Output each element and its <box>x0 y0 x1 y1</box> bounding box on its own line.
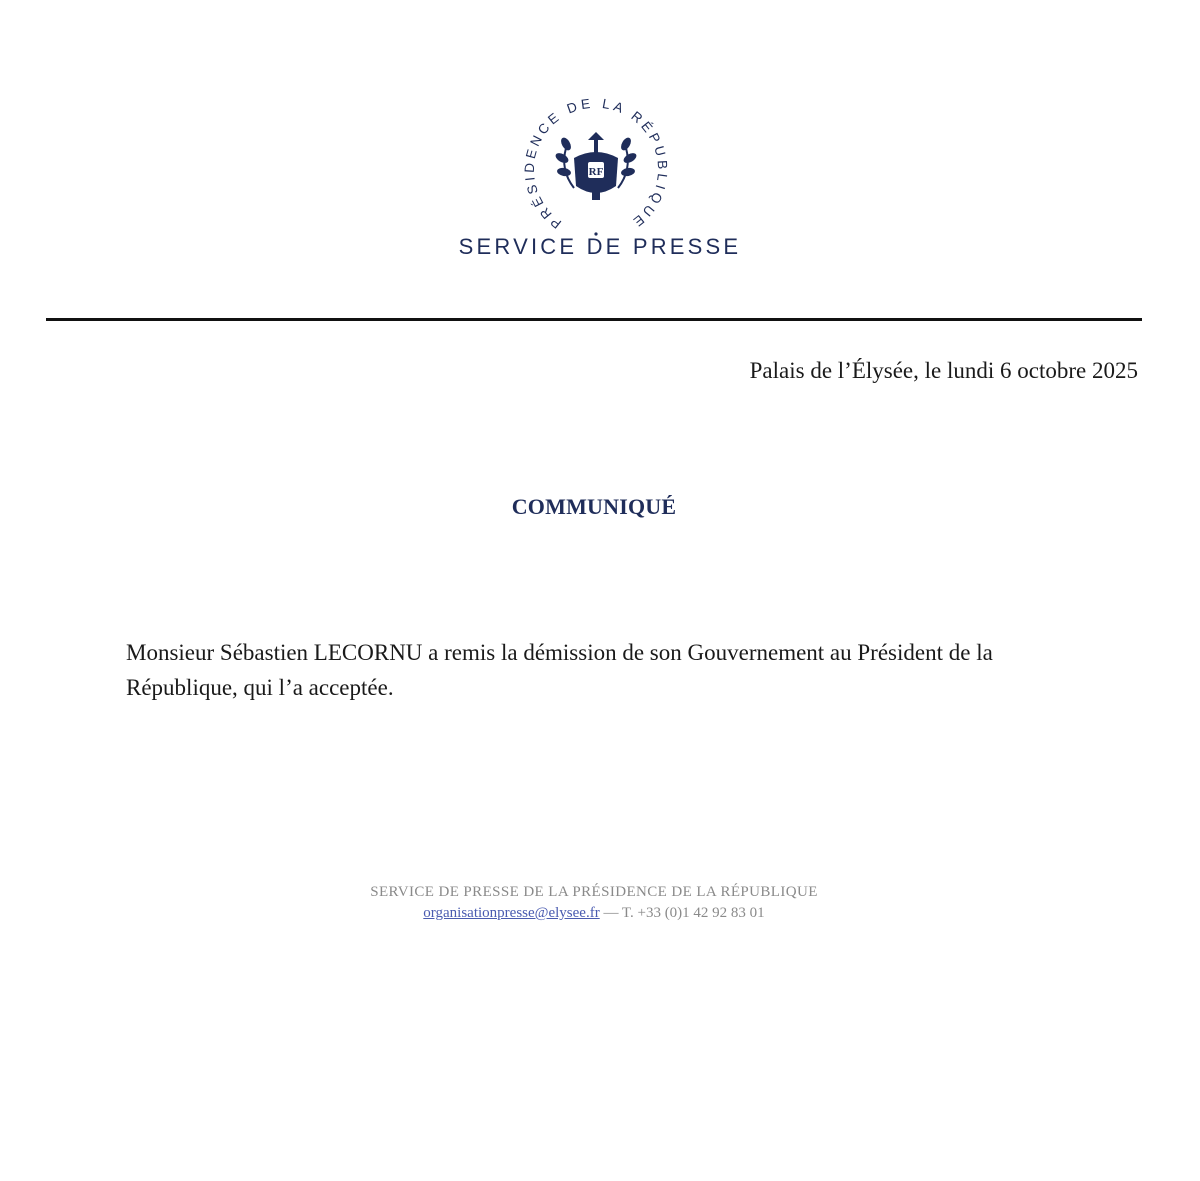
footer-email-link[interactable]: organisationpresse@elysee.fr <box>423 905 600 921</box>
communique-body: Monsieur Sébastien LECORNU a remis la démission de son Gouvernement au Président de la République, qui l’a acceptée. <box>126 640 993 700</box>
header-divider <box>46 318 1142 321</box>
footer-organization: SERVICE DE PRESSE DE LA PRÉSIDENCE DE LA RÉPUBLIQUE <box>370 884 818 900</box>
service-title: SERVICE DE PRESSE <box>458 234 742 259</box>
footer-contact <box>0 903 1188 924</box>
footer <box>0 882 1188 924</box>
presidential-seal-icon <box>508 78 684 254</box>
communique-heading: COMMUNIQUÉ <box>511 494 677 519</box>
seal-monogram: RF <box>588 166 604 178</box>
seal-text: PRÉSIDENCE DE LA RÉPUBLIQUE <box>521 95 671 232</box>
footer-phone: — T. +33 (0)1 42 92 83 01 <box>599 905 765 921</box>
dateline: Palais de l’Élysée, le lundi 6 octobre 2025 <box>749 358 1138 383</box>
